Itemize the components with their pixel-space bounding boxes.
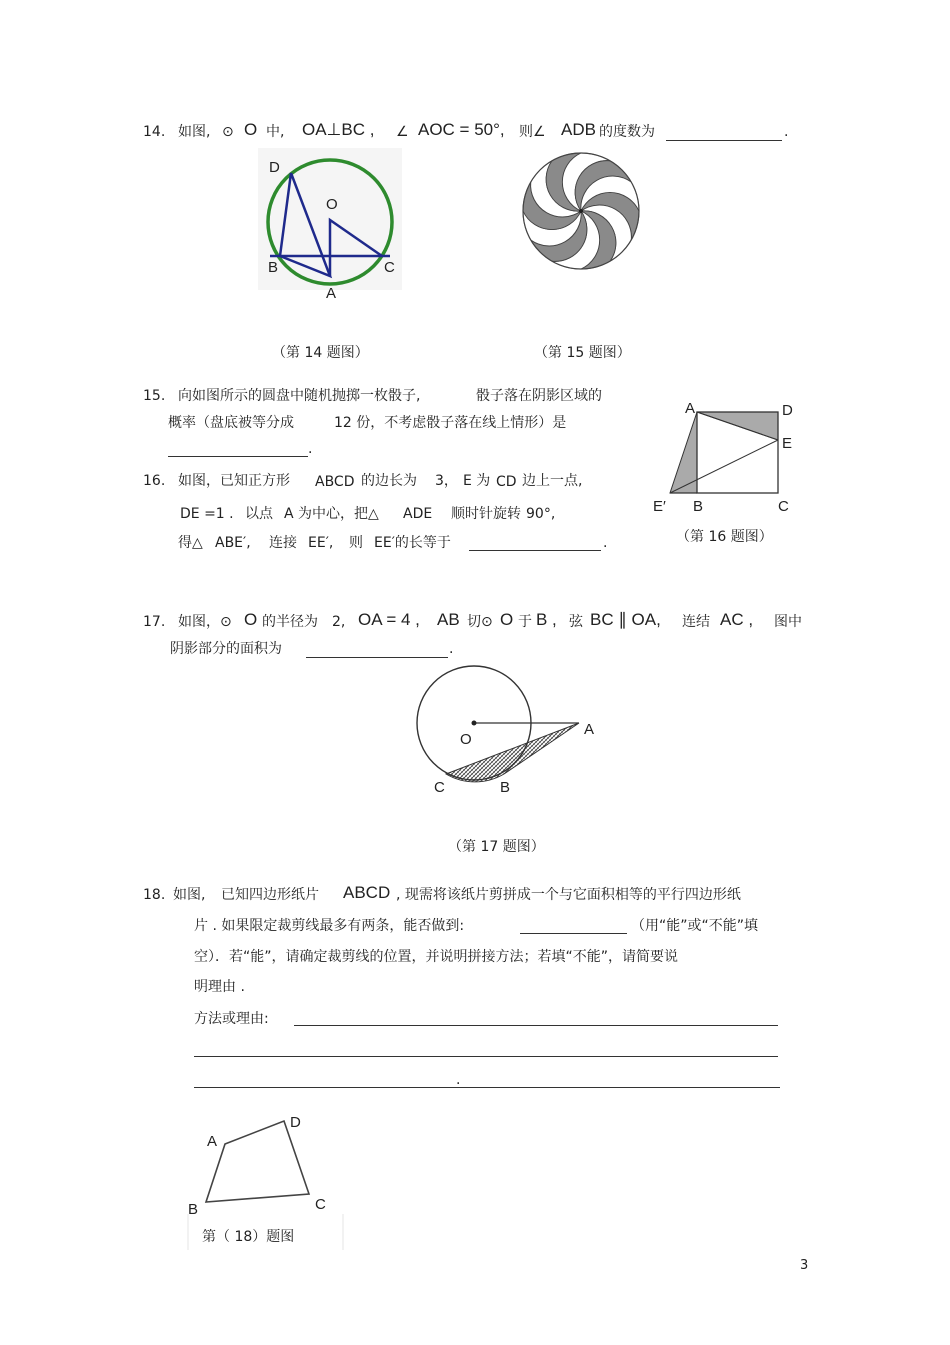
q14-answer-blank[interactable]	[666, 139, 782, 141]
q16-label-E: E	[782, 435, 793, 452]
q14-label-O: O	[326, 196, 338, 213]
q15-caption: （第 15 题图）	[534, 345, 631, 361]
q15-number: 15.	[143, 388, 166, 404]
q17-ac: AC ,	[720, 610, 754, 629]
q16-caption: （第 16 题图）	[676, 529, 773, 545]
q16-cd: CD	[496, 474, 517, 490]
q14-label-D: D	[269, 159, 280, 176]
q16-label-E-prime: E′	[653, 498, 666, 515]
q14-angle-symbol: ∠	[396, 124, 409, 140]
q16-l3a: 得△	[178, 535, 203, 551]
q16-three: 3，	[435, 473, 458, 489]
q16-l3c: 连接	[269, 535, 297, 551]
q18-l1b: 已知四边形纸片	[221, 887, 319, 903]
q17-l1g: 图中	[774, 614, 802, 630]
q17-answer-blank[interactable]	[306, 656, 448, 658]
q16-l2a: DE =1 .	[180, 506, 234, 522]
q14-label-C: C	[384, 259, 395, 276]
q16-abcd: ABCD	[315, 474, 355, 490]
q14-condition-angle: AOC = 50°,	[418, 120, 505, 139]
q18-l1a: 如图,	[173, 887, 206, 903]
q16-label-D: D	[782, 402, 793, 419]
q17-figure	[410, 664, 610, 800]
q18-caption: 第（ 18）题图	[202, 1229, 295, 1245]
q17-circle-name: O	[244, 610, 258, 629]
q17-number: 17.	[143, 614, 166, 630]
q18-answer-blank[interactable]	[520, 932, 627, 934]
page-number: 3	[800, 1258, 809, 1273]
q17-l1c: 切⊙	[467, 614, 493, 630]
q16-l2e: 顺时针旋转	[451, 506, 521, 522]
q18-l2a: 片 . 如果限定裁剪线最多有两条，能否做到:	[194, 918, 465, 934]
q17-ab: AB	[437, 610, 460, 629]
q17-label-B: B	[500, 779, 511, 796]
q17-oa: OA = 4 ,	[358, 610, 420, 629]
q15-figure	[518, 148, 644, 274]
q18-l5: 方法或理由:	[194, 1011, 269, 1027]
q18-l4: 明理由 .	[194, 979, 245, 995]
q17-label-O: O	[460, 731, 472, 748]
q16-l1c: E 为	[463, 473, 491, 489]
q14-circle-name: O	[244, 120, 258, 139]
q16-period: .	[603, 535, 608, 551]
q15-period: .	[308, 441, 313, 457]
q17-l1a: 如图，⊙	[178, 614, 232, 630]
q16-l2b: 以点	[245, 506, 273, 522]
q17-l1e: 弦	[569, 614, 583, 630]
q18-reason-line-1[interactable]	[294, 1024, 778, 1026]
q14-label-B: B	[268, 259, 279, 276]
q14-text: 如图,	[178, 124, 211, 140]
q15-line1b: 骰子落在阴影区域的	[476, 388, 602, 404]
q16-l3b: ABE′,	[215, 535, 251, 551]
q17-period: .	[449, 641, 454, 657]
q14-period: .	[784, 124, 789, 140]
q14-text-tail: 的度数为	[599, 124, 655, 140]
q14-text-ze: 则∠	[519, 124, 546, 140]
q16-label-A: A	[685, 400, 696, 417]
q17-circle-name-2: O	[500, 610, 514, 629]
q16-l2c: A 为中心，把△	[284, 506, 379, 522]
q14-figure	[258, 148, 404, 304]
q18-reason-line-2[interactable]	[194, 1055, 778, 1057]
q15-line2a: 概率（盘底被等分成	[168, 415, 294, 431]
q17-label-C: C	[434, 779, 445, 796]
q17-l2: 阴影部分的面积为	[170, 641, 282, 657]
q18-reason-line-3[interactable]	[194, 1086, 780, 1088]
q18-label-B: B	[188, 1201, 199, 1218]
q17-two: 2,	[332, 614, 346, 630]
q16-l2d: ADE	[403, 506, 433, 522]
q18-l2b: （用“能”或“不能”填	[631, 918, 759, 934]
q18-label-D: D	[290, 1114, 301, 1131]
q17-l1d: 于	[518, 614, 532, 630]
q18-label-C: C	[315, 1196, 326, 1213]
q15-line2b: 12 份，不考虑骰子落在线上情形）是	[334, 415, 567, 431]
q16-figure	[650, 398, 800, 520]
q18-number: 18.	[143, 887, 166, 903]
q14-condition-perp: OA⊥BC ,	[302, 120, 375, 139]
q16-l1b: 的边长为	[361, 473, 417, 489]
q18-l3: 空）．若“能”，请确定裁剪线的位置，并说明拼接方法；若填“不能”，请简要说	[194, 949, 679, 965]
q16-label-C: C	[778, 498, 789, 515]
q14-text-zhong: 中,	[266, 124, 285, 140]
q16-label-B: B	[693, 498, 704, 515]
q16-l3e: 则	[349, 535, 363, 551]
q18-dot: .	[456, 1072, 461, 1088]
q17-label-A: A	[584, 721, 595, 738]
q16-l1a: 如图，已知正方形	[178, 473, 290, 489]
q14-caption: （第 14 题图）	[272, 345, 369, 361]
q16-l3f: EE′的长等于	[374, 535, 451, 551]
q17-l1f: 连结	[682, 614, 710, 630]
q14-label-A: A	[326, 285, 337, 302]
q16-l3d: EE′,	[308, 535, 334, 551]
q16-answer-blank[interactable]	[469, 549, 601, 551]
q18-abcd: ABCD	[343, 883, 391, 902]
q14-adb: ADB	[561, 120, 596, 139]
q18-l1c: , 现需将该纸片剪拼成一个与它面积相等的平行四边形纸	[396, 887, 741, 903]
q16-l1d: 边上一点,	[522, 473, 583, 489]
q14-circle-symbol: ⊙	[222, 124, 234, 140]
q15-answer-blank[interactable]	[168, 455, 308, 457]
q17-b: B ,	[536, 610, 557, 629]
q17-l1b: 的半径为	[262, 614, 318, 630]
q16-l2f: 90°,	[526, 506, 556, 522]
q17-caption: （第 17 题图）	[448, 839, 545, 855]
q15-line1a: 向如图所示的圆盘中随机抛掷一枚骰子,	[178, 388, 421, 404]
q14-number: 14.	[143, 124, 166, 140]
q16-number: 16.	[143, 473, 166, 489]
q17-bc: BC ∥ OA,	[590, 610, 661, 629]
q18-label-A: A	[207, 1133, 218, 1150]
